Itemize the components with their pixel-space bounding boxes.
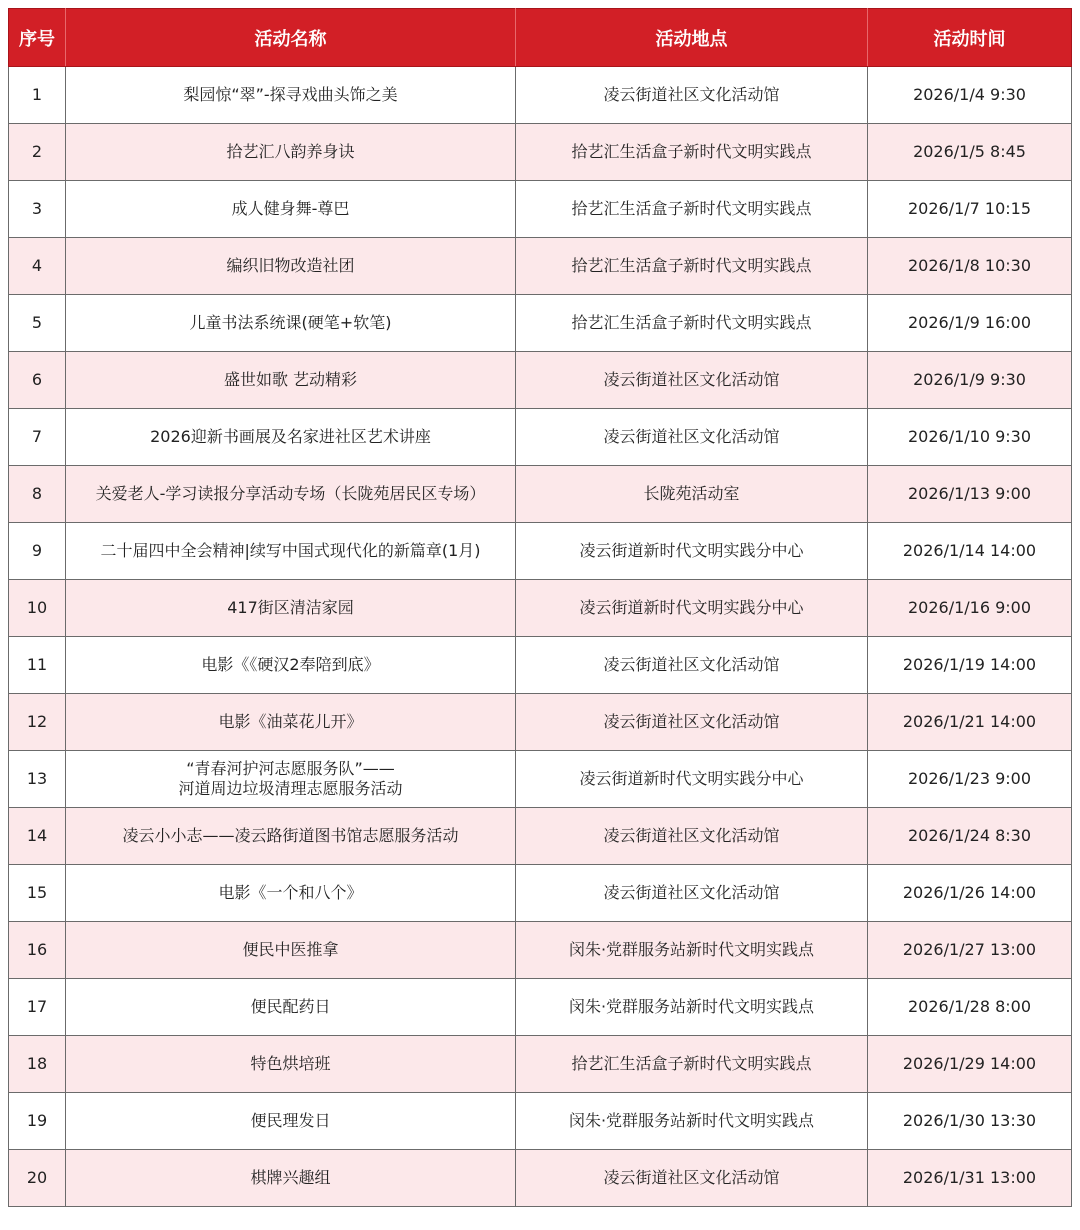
cell-time: 2026/1/26 14:00	[868, 865, 1072, 922]
cell-venue: 凌云街道社区文化活动馆	[516, 67, 868, 124]
cell-no: 8	[9, 466, 66, 523]
cell-venue: 凌云街道社区文化活动馆	[516, 808, 868, 865]
cell-activity-name	[66, 124, 516, 181]
activity-name-line: 成人健身舞-尊巴	[231, 199, 350, 218]
activity-name-line: 电影《《硬汉2奉陪到底》	[201, 655, 380, 674]
table-row	[9, 694, 1072, 751]
activity-name-line: 凌云小小志——凌云路街道图书馆志愿服务活动	[122, 826, 459, 845]
cell-time: 2026/1/4 9:30	[868, 67, 1072, 124]
cell-activity-name	[66, 523, 516, 580]
activity-table	[8, 8, 1072, 1207]
cell-venue: 凌云街道新时代文明实践分中心	[516, 580, 868, 637]
cell-no: 2	[9, 124, 66, 181]
cell-no: 4	[9, 238, 66, 295]
cell-time: 2026/1/9 16:00	[868, 295, 1072, 352]
cell-venue: 凌云街道新时代文明实践分中心	[516, 523, 868, 580]
activity-name-line: 便民理发日	[250, 1111, 331, 1130]
cell-time: 2026/1/14 14:00	[868, 523, 1072, 580]
cell-no: 18	[9, 1036, 66, 1093]
header-time: 活动时间	[868, 9, 1072, 67]
cell-no: 5	[9, 295, 66, 352]
table-row	[9, 352, 1072, 409]
cell-time: 2026/1/31 13:00	[868, 1150, 1072, 1207]
table-row	[9, 751, 1072, 808]
table-row	[9, 580, 1072, 637]
activity-name-line: 拾艺汇八韵养身诀	[226, 142, 355, 161]
cell-time: 2026/1/19 14:00	[868, 637, 1072, 694]
cell-activity-name	[66, 352, 516, 409]
cell-venue: 拾艺汇生活盒子新时代文明实践点	[516, 295, 868, 352]
table-row	[9, 979, 1072, 1036]
table-row	[9, 1093, 1072, 1150]
cell-time: 2026/1/7 10:15	[868, 181, 1072, 238]
cell-no: 19	[9, 1093, 66, 1150]
cell-activity-name	[66, 238, 516, 295]
cell-no: 3	[9, 181, 66, 238]
cell-activity-name	[66, 466, 516, 523]
table-row	[9, 922, 1072, 979]
cell-venue: 闵朱·党群服务站新时代文明实践点	[516, 922, 868, 979]
cell-time: 2026/1/16 9:00	[868, 580, 1072, 637]
cell-time: 2026/1/5 8:45	[868, 124, 1072, 181]
table-row	[9, 181, 1072, 238]
cell-venue: 凌云街道社区文化活动馆	[516, 694, 868, 751]
cell-time: 2026/1/9 9:30	[868, 352, 1072, 409]
cell-activity-name	[66, 865, 516, 922]
cell-venue: 凌云街道社区文化活动馆	[516, 409, 868, 466]
cell-no: 11	[9, 637, 66, 694]
table-row	[9, 295, 1072, 352]
cell-no: 13	[9, 751, 66, 808]
cell-activity-name	[66, 1093, 516, 1150]
activity-name-line: 便民配药日	[250, 997, 331, 1016]
cell-activity-name	[66, 409, 516, 466]
activity-name-line: 盛世如歌 艺动精彩	[223, 370, 358, 389]
cell-no: 6	[9, 352, 66, 409]
table-body	[9, 67, 1072, 1207]
activity-name-line: 棋牌兴趣组	[250, 1168, 331, 1187]
header-name: 活动名称	[66, 9, 516, 67]
activity-name-line: 河道周边垃圾清理志愿服务活动	[178, 779, 403, 798]
table-row	[9, 523, 1072, 580]
cell-activity-name	[66, 694, 516, 751]
activity-name-line: 便民中医推拿	[242, 940, 339, 959]
cell-activity-name	[66, 922, 516, 979]
cell-time: 2026/1/28 8:00	[868, 979, 1072, 1036]
cell-venue: 拾艺汇生活盒子新时代文明实践点	[516, 181, 868, 238]
activity-name-line: “青春河护河志愿服务队”——	[186, 759, 395, 778]
cell-no: 15	[9, 865, 66, 922]
table-row	[9, 124, 1072, 181]
activity-schedule	[8, 8, 1071, 1207]
cell-venue: 凌云街道社区文化活动馆	[516, 637, 868, 694]
cell-activity-name	[66, 1036, 516, 1093]
cell-venue: 拾艺汇生活盒子新时代文明实践点	[516, 124, 868, 181]
table-row	[9, 409, 1072, 466]
header-venue: 活动地点	[516, 9, 868, 67]
cell-time: 2026/1/21 14:00	[868, 694, 1072, 751]
cell-venue: 闵朱·党群服务站新时代文明实践点	[516, 1093, 868, 1150]
cell-venue: 凌云街道社区文化活动馆	[516, 865, 868, 922]
cell-activity-name	[66, 808, 516, 865]
activity-name-line: 梨园惊“翠”-探寻戏曲头饰之美	[183, 85, 398, 104]
cell-time: 2026/1/10 9:30	[868, 409, 1072, 466]
cell-activity-name	[66, 1150, 516, 1207]
table-row	[9, 637, 1072, 694]
activity-name-line: 电影《油菜花儿开》	[218, 712, 363, 731]
table-row	[9, 67, 1072, 124]
cell-no: 17	[9, 979, 66, 1036]
cell-no: 12	[9, 694, 66, 751]
cell-no: 1	[9, 67, 66, 124]
cell-activity-name	[66, 637, 516, 694]
activity-name-line: 特色烘培班	[250, 1054, 331, 1073]
cell-time: 2026/1/29 14:00	[868, 1036, 1072, 1093]
cell-time: 2026/1/27 13:00	[868, 922, 1072, 979]
cell-no: 16	[9, 922, 66, 979]
cell-venue: 闵朱·党群服务站新时代文明实践点	[516, 979, 868, 1036]
activity-name-line: 2026迎新书画展及名家进社区艺术讲座	[150, 427, 431, 446]
cell-venue: 凌云街道新时代文明实践分中心	[516, 751, 868, 808]
header-row	[9, 9, 1072, 67]
cell-activity-name	[66, 751, 516, 808]
table-row	[9, 1150, 1072, 1207]
cell-no: 7	[9, 409, 66, 466]
cell-activity-name	[66, 67, 516, 124]
table-row	[9, 1036, 1072, 1093]
cell-time: 2026/1/30 13:30	[868, 1093, 1072, 1150]
activity-name-line: 关爱老人-学习读报分享活动专场（长陇苑居民区专场）	[95, 484, 486, 503]
cell-venue: 拾艺汇生活盒子新时代文明实践点	[516, 238, 868, 295]
cell-time: 2026/1/24 8:30	[868, 808, 1072, 865]
cell-time: 2026/1/13 9:00	[868, 466, 1072, 523]
cell-no: 9	[9, 523, 66, 580]
table-row	[9, 238, 1072, 295]
cell-time: 2026/1/23 9:00	[868, 751, 1072, 808]
activity-name-line: 二十届四中全会精神|续写中国式现代化的新篇章(1月)	[100, 541, 481, 560]
cell-activity-name	[66, 580, 516, 637]
cell-time: 2026/1/8 10:30	[868, 238, 1072, 295]
cell-activity-name	[66, 181, 516, 238]
cell-venue: 长陇苑活动室	[516, 466, 868, 523]
header-no: 序号	[9, 9, 66, 67]
activity-name-line: 编织旧物改造社团	[226, 256, 355, 275]
table-row	[9, 466, 1072, 523]
activity-name-line: 417街区清洁家园	[227, 598, 354, 617]
table-row	[9, 865, 1072, 922]
activity-name-line: 电影《一个和八个》	[218, 883, 363, 902]
activity-name-line: 儿童书法系统课(硬笔+软笔)	[189, 313, 392, 332]
cell-venue: 凌云街道社区文化活动馆	[516, 352, 868, 409]
table-row	[9, 808, 1072, 865]
cell-venue: 拾艺汇生活盒子新时代文明实践点	[516, 1036, 868, 1093]
cell-activity-name	[66, 295, 516, 352]
cell-activity-name	[66, 979, 516, 1036]
cell-no: 10	[9, 580, 66, 637]
cell-no: 20	[9, 1150, 66, 1207]
cell-venue: 凌云街道社区文化活动馆	[516, 1150, 868, 1207]
cell-no: 14	[9, 808, 66, 865]
